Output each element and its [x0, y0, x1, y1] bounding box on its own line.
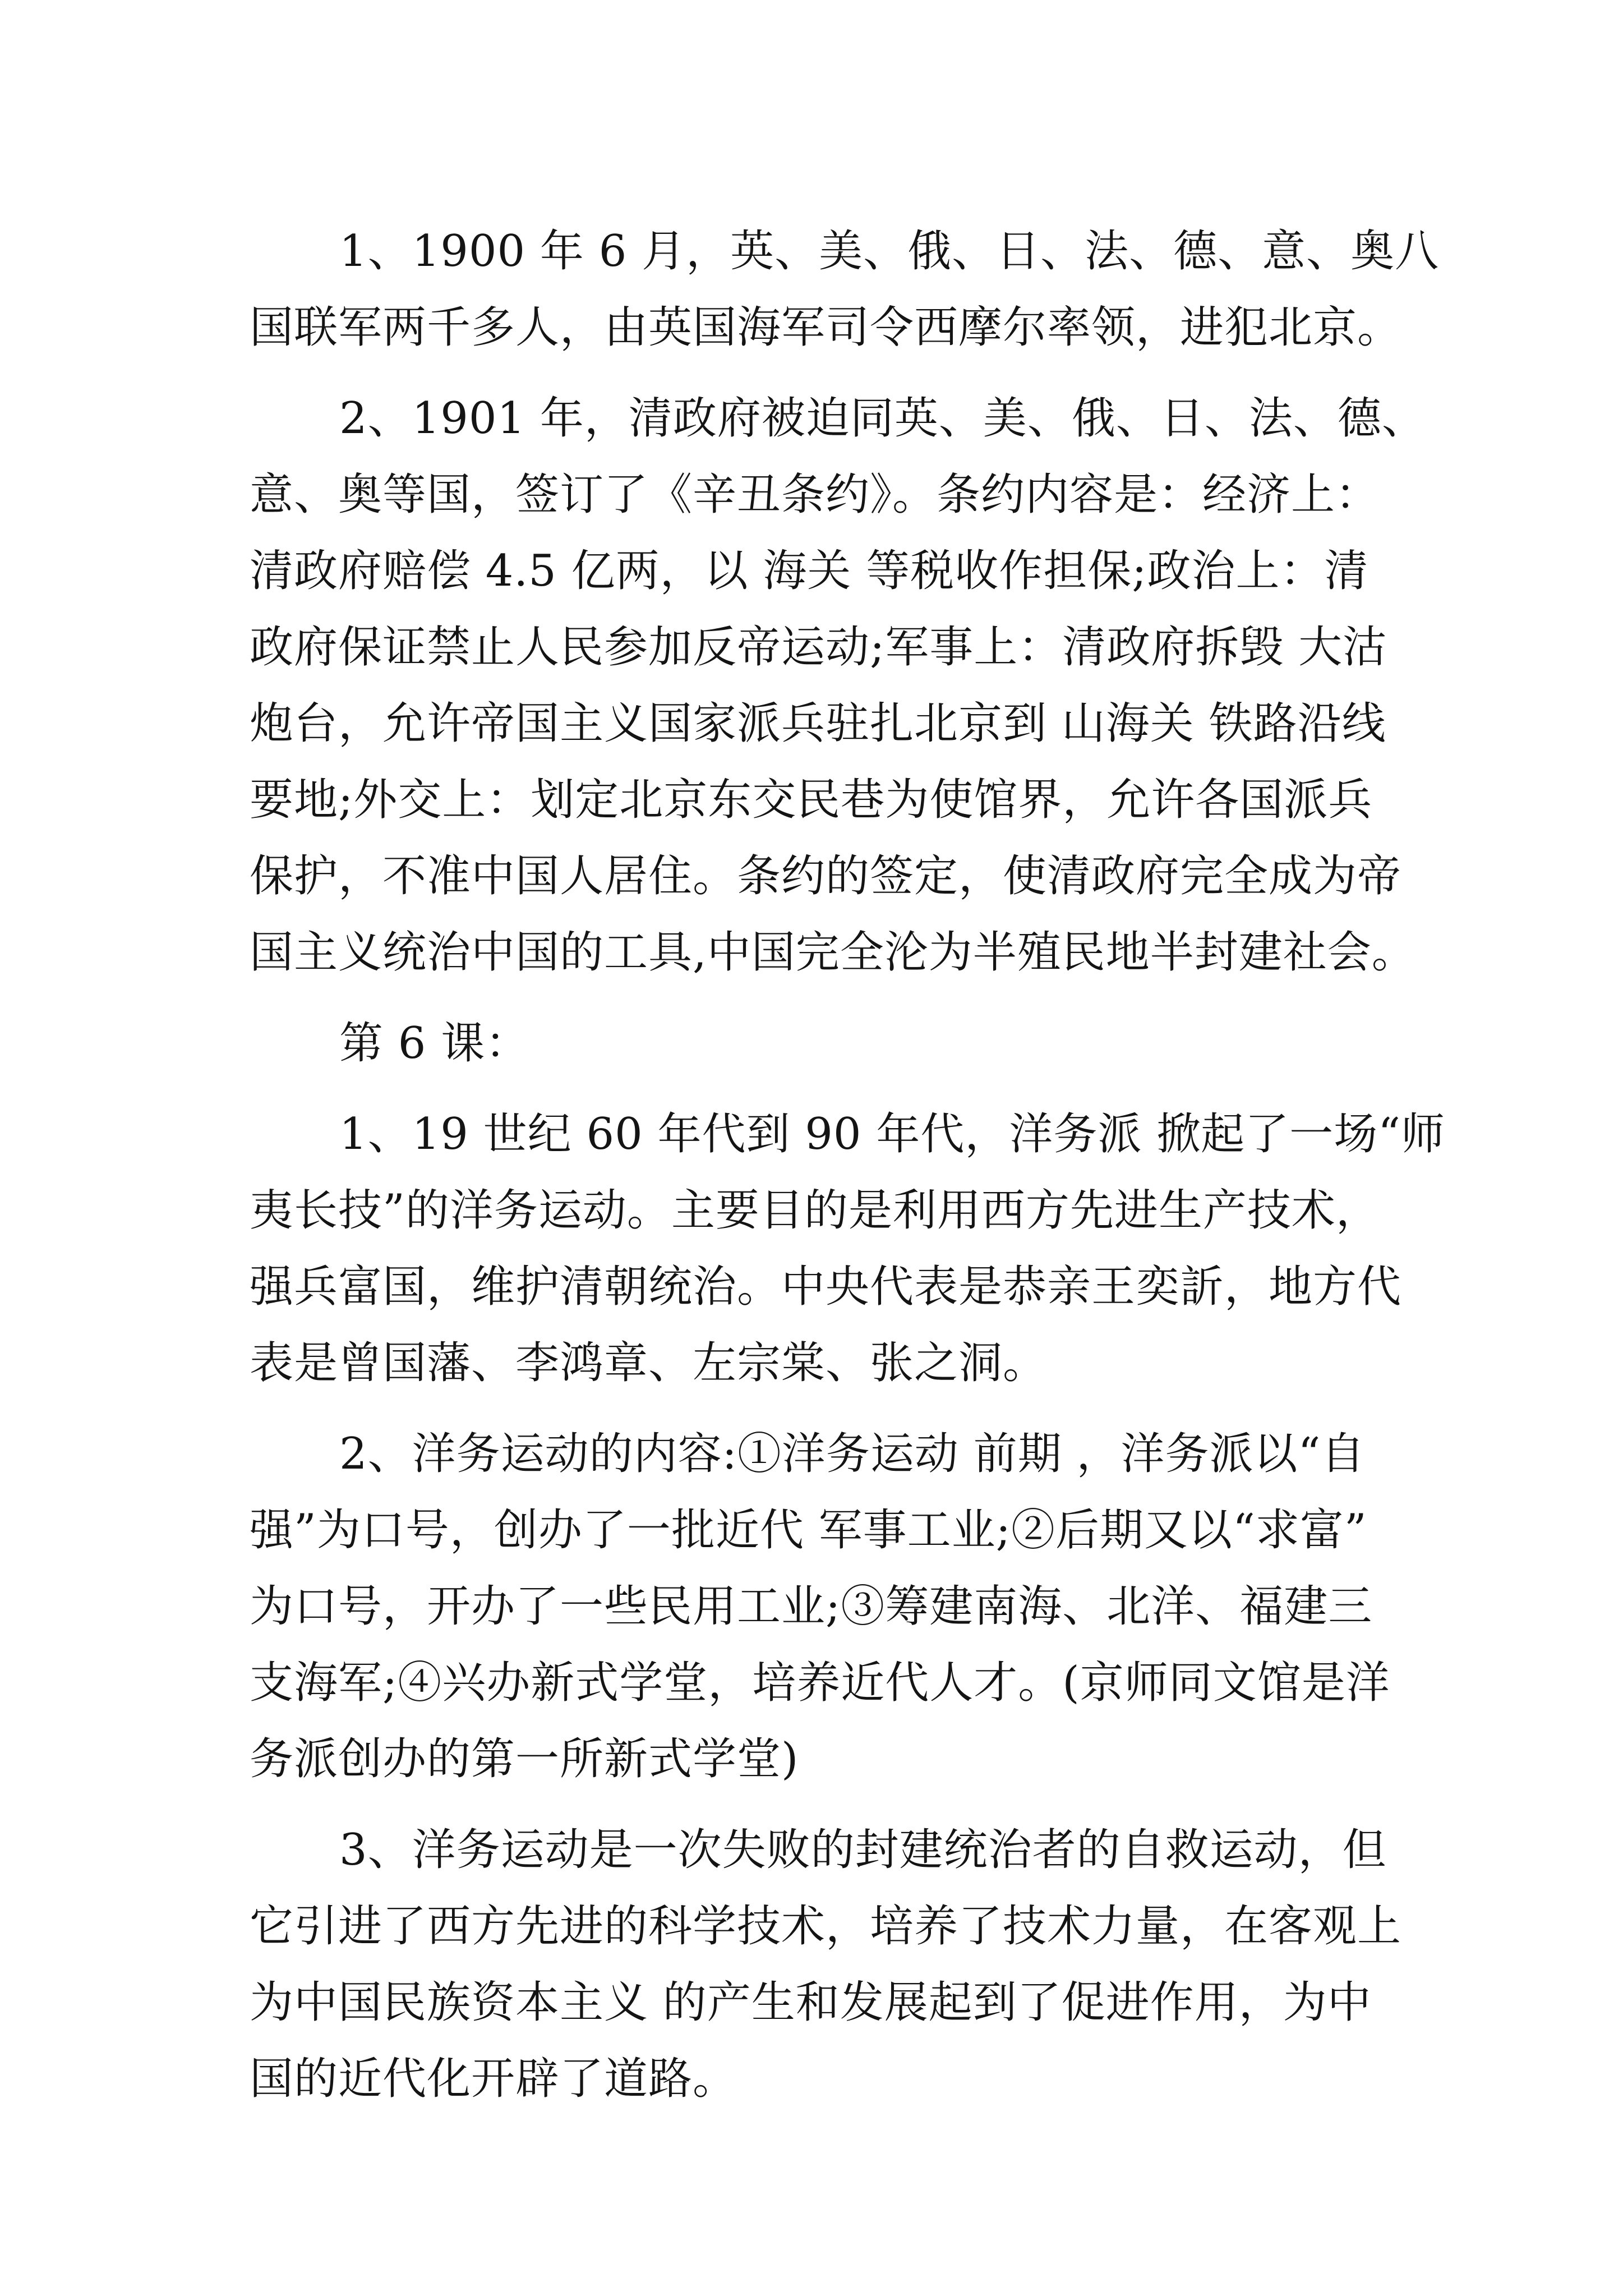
paragraph-4	[250, 1416, 1390, 1797]
text-line: 支海军;④兴办新式学堂，培养近代人才。(京师同文馆是洋	[250, 1658, 1390, 1708]
text-line: 强兵富国，维护清朝统治。中央代表是恭亲王奕訢，地方代	[250, 1262, 1402, 1312]
text-line: 表是曾国藩、李鸿章、左宗棠、张之洞。	[250, 1338, 1048, 1388]
text-line: 要地;外交上：划定北京东交民巷为使馆界，允许各国派兵	[250, 775, 1373, 825]
document-body	[250, 213, 1446, 2117]
text-line: 2、洋务运动的内容:①洋务运动 前期 ，洋务派以“自	[339, 1429, 1366, 1479]
text-line: 国的近代化开辟了道路。	[250, 2054, 737, 2104]
text-line: 3、洋务运动是一次失败的封建统治者的自救运动，但	[339, 1825, 1387, 1875]
text-line: 炮台，允许帝国主义国家派兵驻扎北京到 山海关 铁路沿线	[250, 698, 1386, 749]
text-line: 1、1900 年 6 月，英、美、俄、日、法、德、意、奥八	[339, 226, 1440, 277]
text-line: 国联军两千多人，由英国海军司令西摩尔率领，进犯北京。	[250, 302, 1402, 353]
text-line: 保护，不准中国人居住。条约的签定，使清政府完全成为帝	[250, 851, 1402, 901]
text-line: 它引进了西方先进的科学技术，培养了技术力量，在客观上	[250, 1901, 1402, 1952]
paragraph-5	[250, 1812, 1402, 2117]
text-line: 2、1901 年，清政府被迫同英、美、俄、日、法、德、	[339, 393, 1426, 444]
paragraph-3	[250, 1096, 1446, 1401]
text-line: 为中国民族资本主义 的产生和发展起到了促进作用，为中	[250, 1977, 1372, 2028]
text-line: 意、奥等国，签订了《辛丑条约》。条约内容是：经济上：	[250, 470, 1380, 520]
text-line: 1、19 世纪 60 年代到 90 年代，洋务派 掀起了一场“师	[339, 1109, 1446, 1159]
text-line: 国主义统治中国的工具,中国完全沦为半殖民地半封建社会。	[250, 927, 1416, 978]
text-line: 为口号，开办了一些民用工业;③筹建南海、北洋、福建三	[250, 1581, 1373, 1632]
text-line: 夷长技”的洋务运动。主要目的是利用西方先进生产技术，	[250, 1185, 1380, 1236]
paragraph-1	[250, 213, 1440, 366]
text-line: 务派创办的第一所新式学堂)	[250, 1734, 799, 1784]
text-line: 政府保证禁止人民参加反帝运动;军事上：清政府拆毁 大沽	[250, 622, 1387, 673]
text-line: 强”为口号，创办了一批近代 军事工业;②后期又以“求富”	[250, 1505, 1367, 1556]
section-heading: 第 6 课：	[339, 1018, 530, 1069]
text-line: 清政府赔偿 4.5 亿两，以 海关 等税收作担保;政治上：清	[250, 546, 1369, 596]
lesson-heading	[250, 1005, 1377, 1082]
paragraph-2	[250, 380, 1426, 991]
